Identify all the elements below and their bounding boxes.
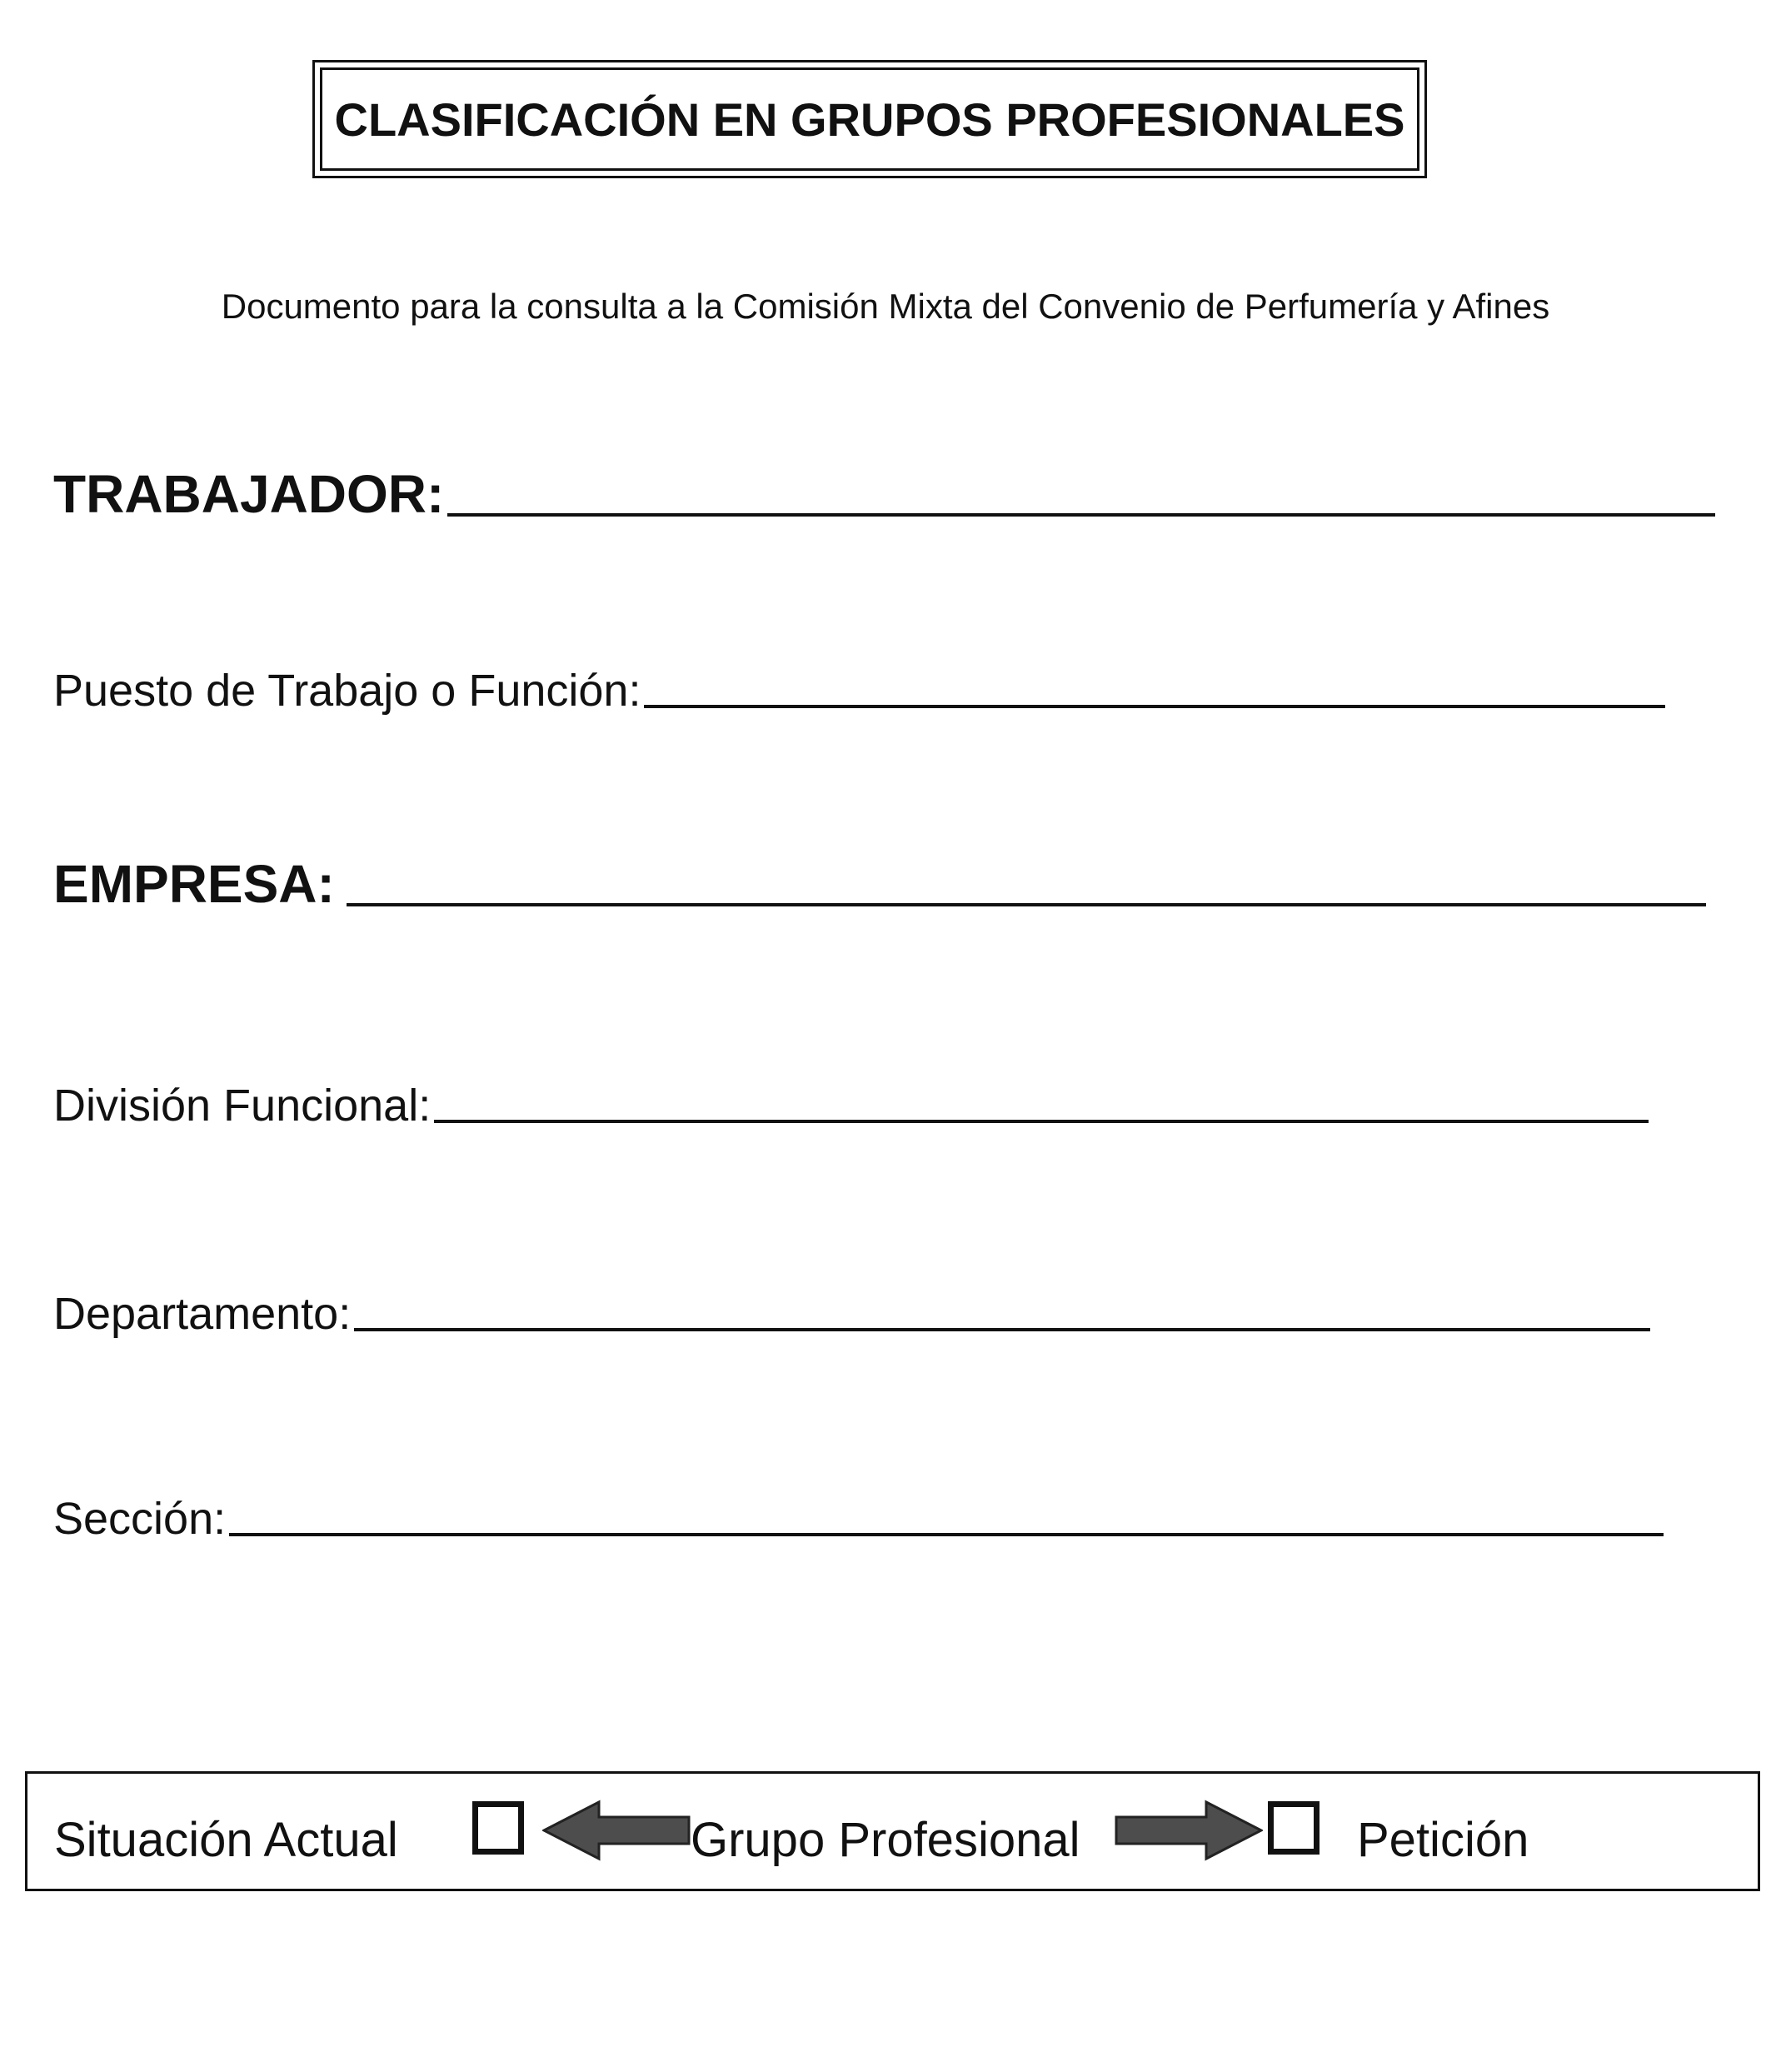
puesto-field[interactable] (53, 665, 1665, 716)
situacion-actual-checkbox[interactable] (472, 1801, 524, 1855)
seccion-line[interactable] (229, 1533, 1664, 1536)
empresa-label: EMPRESA: (53, 854, 335, 914)
departamento-label: Departamento: (53, 1289, 352, 1339)
arrow-right-icon (1115, 1799, 1263, 1862)
departamento-field[interactable] (53, 1288, 1650, 1340)
seccion-field[interactable] (53, 1493, 1664, 1545)
seccion-label: Sección: (53, 1494, 227, 1544)
trabajador-field[interactable] (53, 463, 1715, 525)
document-subtitle: Documento para la consulta a la Comisión Mixta del Convenio de Perfumería y Afines (221, 287, 1550, 326)
departamento-line[interactable] (354, 1328, 1650, 1331)
trabajador-label: TRABAJADOR: (53, 464, 445, 524)
situacion-actual-label: Situación Actual (54, 1813, 398, 1867)
peticion-label: Petición (1357, 1813, 1529, 1867)
division-line[interactable] (434, 1120, 1649, 1123)
document-title: CLASIFICACIÓN EN GRUPOS PROFESIONALES (334, 92, 1405, 146)
division-label: División Funcional: (53, 1081, 432, 1131)
title-box (312, 60, 1427, 178)
puesto-line[interactable] (644, 705, 1665, 708)
trabajador-line[interactable] (447, 513, 1715, 517)
puesto-label: Puesto de Trabajo o Función: (53, 666, 641, 716)
division-field[interactable] (53, 1080, 1649, 1131)
grupo-profesional-box (25, 1771, 1760, 1891)
empresa-line[interactable] (347, 903, 1706, 906)
peticion-checkbox[interactable] (1268, 1801, 1320, 1855)
grupo-profesional-label: Grupo Profesional (691, 1813, 1080, 1867)
title-box-inner (320, 67, 1419, 171)
arrow-left-icon (542, 1799, 691, 1862)
empresa-field[interactable] (53, 853, 1706, 915)
